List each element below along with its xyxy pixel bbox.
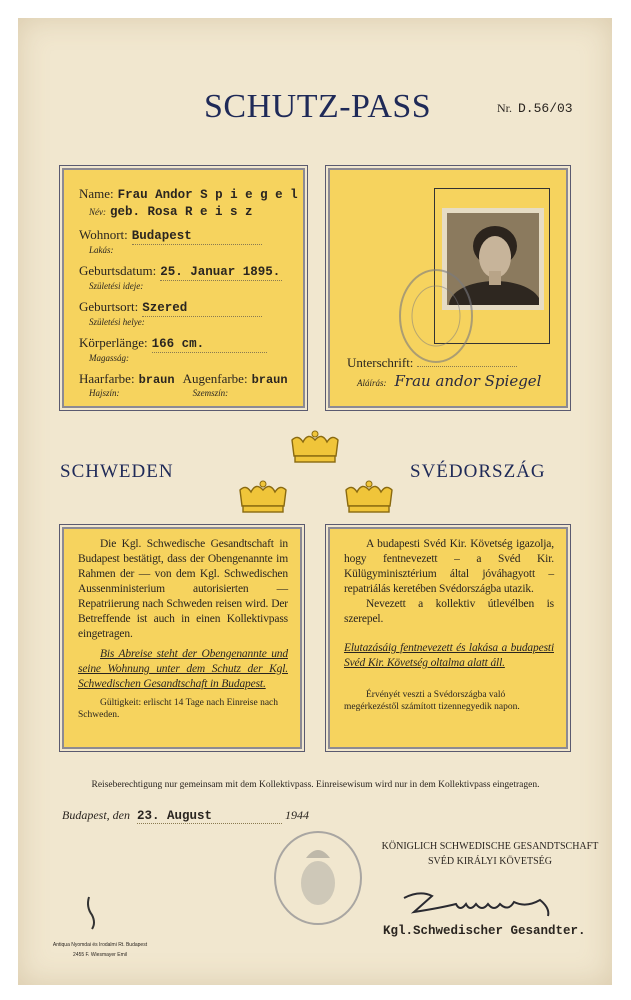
name-field [79, 186, 299, 203]
legation-name-hu: SVÉD KIRÁLYI KÖVETSÉG [428, 856, 552, 867]
german-validity: Gültigkeit: erlischt 14 Tage nach Einreise nach Schweden. [78, 698, 279, 720]
year-value: 1944 [285, 808, 309, 822]
signature-field [347, 355, 551, 393]
hungarian-validity: Érvényét veszti a Svédországba való megérkezéstől számított tizennegyedik napon. [344, 690, 520, 712]
birthdate-field [79, 263, 299, 292]
hungarian-paragraph: A budapesti Svéd Kir. Követség igazolja, hogy fentnevezett – a Svéd Kir. Külügyminisztérium által jóváhagyott – repatriálás keretében Svédországba utazik. [344, 538, 554, 595]
height-field [79, 335, 299, 364]
nr-label: Nr. [497, 101, 512, 115]
personal-fields [79, 186, 299, 399]
nr-value: D.56/03 [518, 101, 573, 116]
birthplace-value: Szered [142, 300, 262, 317]
german-paragraph: Die Kgl. Schwedische Gesandtschaft in Budapest bestätigt, dass der Obengenannte im Rahmen der — von dem Kgl. Schwedischen Aussenministerium autorisierten — Repatriierung nach Schweden reisen wird. Der Betreffende ist auch in einen Kollektivpass eingetragen. [78, 538, 288, 640]
pass-number [497, 101, 573, 116]
german-text-box [62, 527, 302, 749]
country-heading-de: SCHWEDEN [60, 461, 174, 482]
residence-value: Budapest [132, 228, 262, 245]
birthplace-field [79, 299, 299, 328]
hair-sub: Hajszín: [89, 388, 120, 398]
printer-line-1: Antiqua Nyomdai és Irodalmi Rt. Budapest [52, 942, 148, 948]
photo-box [328, 168, 568, 408]
height-label: Körperlänge: [79, 335, 148, 350]
legation-name-de: KÖNIGLICH SCHWEDISCHE GESANDTSCHAFT [381, 841, 599, 852]
legation-stamp [272, 828, 364, 928]
residence-field [79, 227, 299, 256]
crown-icon [290, 430, 340, 464]
handwritten-mark [84, 895, 104, 931]
crown-icon [344, 480, 394, 514]
residence-sub: Lakás: [89, 245, 114, 255]
printer-line-2: 2455 F. Wiesmayer Emil [73, 952, 127, 958]
hair-value: braun [138, 373, 175, 387]
maiden-name-value: geb. Rosa R e i s z [110, 205, 253, 219]
hair-label: Haarfarbe: [79, 371, 135, 386]
hair-eye-field [79, 371, 299, 399]
eyes-label: Augenfarbe: [182, 371, 248, 386]
name-sub: Név: [89, 207, 106, 217]
eyes-sub: Szemszín: [192, 388, 229, 398]
issue-date [62, 808, 309, 824]
german-protection-statement: Bis Abreise steht der Obengenannte und seine Wohnung unter dem Schutz der Kgl. Schwedischen Gesandtschaft in Budapest. [78, 648, 288, 690]
name-field-2 [79, 203, 299, 220]
travel-notice: Reiseberechtigung nur gemeinsam mit dem Kollektivpass. Einreisewisum wird nur in dem Kollektivpass eingetragen. [91, 780, 540, 790]
name-label: Name: [79, 186, 114, 201]
eyes-value: braun [251, 373, 288, 387]
printer-imprint [40, 940, 160, 960]
place-label: Budapest, den [62, 808, 130, 822]
birthdate-value: 25. Januar 1895. [160, 265, 281, 279]
birthplace-label: Geburtsort: [79, 299, 139, 314]
hungarian-paragraph-2: Nevezett a kollektiv útlevélben is szerepel. [344, 598, 554, 625]
signature-sub: Aláírás: [357, 378, 387, 388]
birthdate-sub: Születési ideje: [89, 281, 144, 291]
hungarian-protection-statement: Elutazásáig fentnevezett és lakása a budapesti Svéd Kir. Követség oltalma alatt áll. [344, 642, 554, 669]
hungarian-text-box [328, 527, 568, 749]
legation-name [375, 839, 605, 869]
signature-label: Unterschrift: [347, 355, 414, 370]
height-value: 166 cm. [152, 336, 267, 353]
signer-title: Kgl.Schwedischer Gesandter. [383, 924, 586, 938]
birthdate-label: Geburtsdatum: [79, 263, 157, 278]
country-heading-hu: SVÉDORSZÁG [410, 461, 546, 482]
holder-signature: Frau andor Spiegel [394, 372, 542, 390]
height-sub: Magasság: [89, 353, 129, 363]
document-title: SCHUTZ-PASS [204, 88, 432, 125]
birthplace-sub: Születési helye: [89, 317, 145, 327]
personal-data-box [62, 168, 305, 408]
residence-label: Wohnort: [79, 227, 128, 242]
crown-icon [238, 480, 288, 514]
official-stamp [396, 266, 476, 366]
minister-signature [400, 886, 560, 920]
name-value: Frau Andor S p i e g e l [117, 188, 298, 202]
date-value: 23. August [137, 809, 282, 824]
